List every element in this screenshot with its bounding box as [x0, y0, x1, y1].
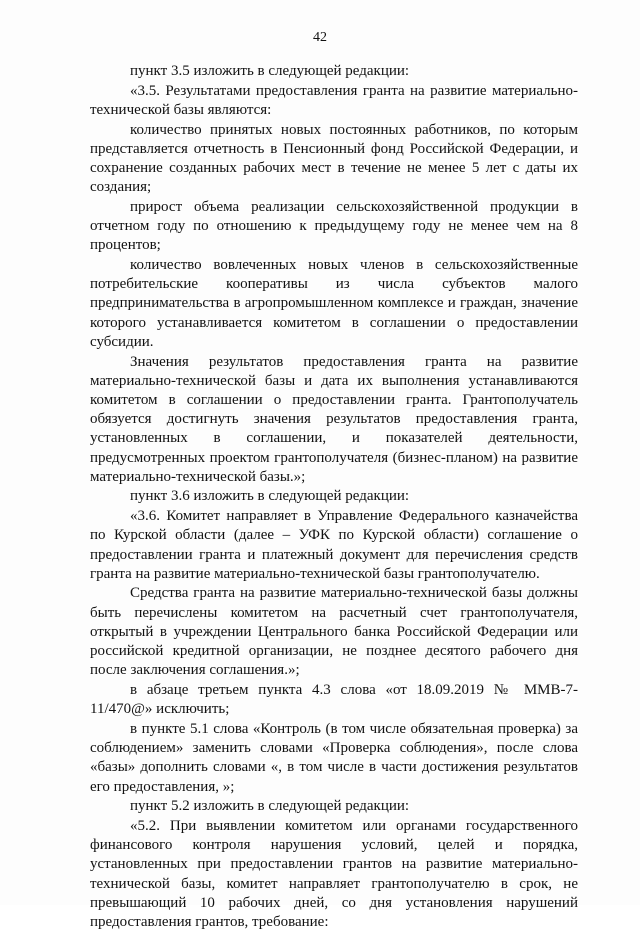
paragraph-5-2-text: «5.2. При выявлении комитетом или органами государственного финансового контроля нарушения условий, целей и порядка, установленных при предоставлении грантов на развитие материально-технической базы, комитет направляет грантополучателю в срок, не превышающий 10 рабочих дней, со дня установления нарушений предоставления грантов, требование: — [90, 817, 578, 930]
page-number: 42 — [313, 30, 327, 45]
paragraph-amend-4-3: в абзаце третьем пункта 4.3 слова «от 18.09.2019 № МMB-7-11/470@» исключить; — [90, 682, 578, 718]
paragraph-coop-members: количество вовлеченных новых членов в сельскохозяйственные потребительские кооперативы из числа субъектов малого предпринимательства в агропромышленном комплексе и граждан, значение которого устанавливается комитетом в соглашении о предоставлении субсидии. — [90, 257, 578, 350]
paragraph-sales-growth: прирост объема реализации сельскохозяйственной продукции в отчетном году по отношению к предыдущему году не менее чем на 8 процентов; — [90, 198, 578, 254]
paragraph-grant-transfer: Средства гранта на развитие материально-технической базы должны быть перечислены комитетом на расчетный счет грантополучателя, открытый в учреждении Центрального банка Российской Федерации или российской кредитной организации, не позднее десятого рабочего дня после заключения соглашения.»; — [90, 585, 578, 679]
paragraph-3-5-intro: «3.5. Результатами предоставления гранта на развитие материально-технической базы являются: — [90, 82, 578, 118]
paragraph-result-values: Значения результатов предоставления гранта на развитие материально-технической базы и дата их выполнения устанавливаются комитетом в соглашении о предоставлении гранта. Грантополучатель обязуется достигнуть значения результатов предоставления гранта, установленных в соглашении, и показателей деятельности, предусмотренных проектом грантополучателя (бизнес-планом) на развитие материально-технической базы.»; — [90, 353, 578, 485]
paragraph-amend-5-1: в пункте 5.1 слова «Контроль (в том числе обязательная проверка) за соблюдением» заменить словами «Проверка соблюдения», после слова «базы» дополнить словами «, в том числе в части достижения результатов его предоставления, »; — [90, 720, 578, 795]
paragraph-amend-5-2: пункт 5.2 изложить в следующей редакции: — [130, 798, 410, 815]
paragraph-new-employees: количество принятых новых постоянных работников, по которым представляется отчетность в Пенсионный фонд Российской Федерации, и сохранение созданных рабочих мест в течение не менее 5 лет с даты их создания; — [90, 121, 578, 196]
paragraph-amend-3-5: пункт 3.5 изложить в следующей редакции: — [130, 63, 410, 79]
paragraph-3-6-text: «3.6. Комитет направляет в Управление Федерального казначейства по Курской области (далее – УФК по Курской области) соглашение о предоставлении гранта и платежный документ для перечисления средств гранта на развитие материально-технической базы грантополучателю. — [90, 508, 578, 582]
document-body — [90, 62, 578, 933]
paragraph-amend-3-6: пункт 3.6 изложить в следующей редакции: — [130, 488, 410, 505]
